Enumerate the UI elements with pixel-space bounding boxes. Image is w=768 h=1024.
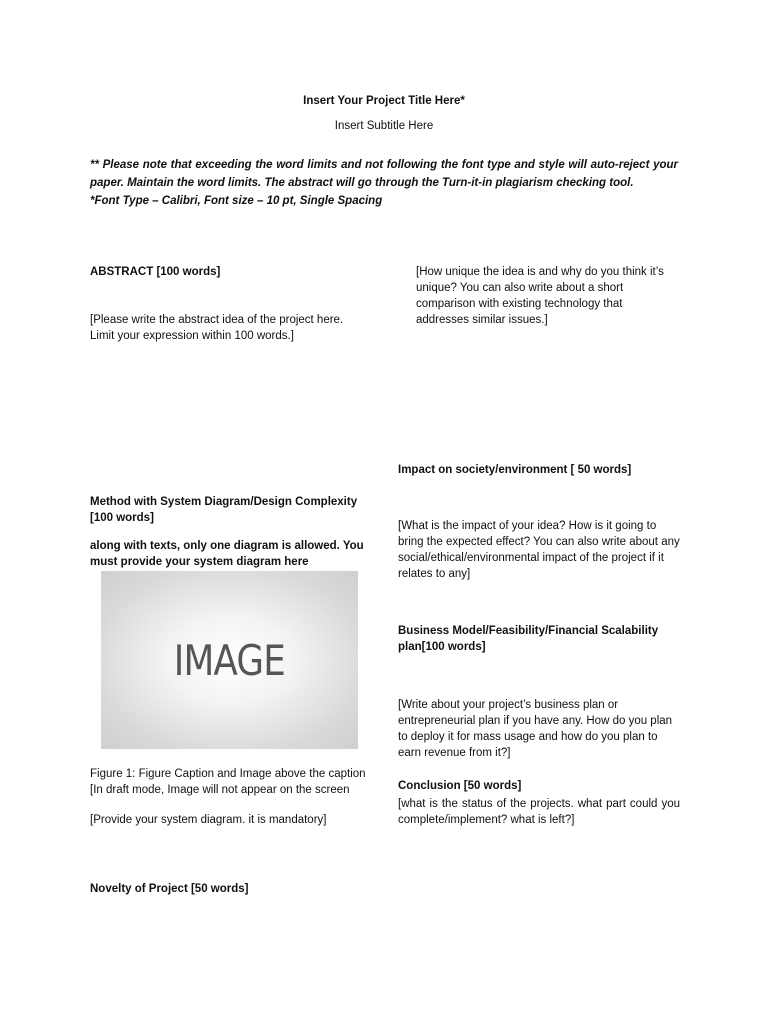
abstract-heading: ABSTRACT [100 words] [90, 266, 221, 278]
method-subheading: along with texts, only one diagram is allowed. You must provide your system diagram here [90, 540, 364, 568]
impact-body: [What is the impact of your idea? How is it going to bring the expected effect? You can also write about any social/ethical/environmental impact of the project if it relates to any] [398, 520, 680, 580]
conclusion-body: [what is the status of the projects. what part could you complete/implement? what is left?] [398, 798, 680, 826]
image-placeholder [101, 571, 358, 749]
business-heading: Business Model/Feasibility/Financial Scalability plan[100 words] [398, 625, 659, 653]
business-body: [Write about your project’s business plan or entrepreneurial plan if you have any. How do you plan to deploy it for mass usage and how do you plan to earn revenue from it?] [398, 699, 673, 759]
novelty-heading: Novelty of Project [50 words] [90, 883, 249, 895]
method-heading: Method with System Diagram/Design Complexity [100 words] [90, 496, 358, 524]
image-placeholder-label: IMAGE [173, 635, 286, 685]
notice-font: *Font Type – Calibri, Font size – 10 pt, Single Spacing [90, 195, 383, 207]
conclusion-heading: Conclusion [50 words] [398, 780, 522, 792]
abstract-body: [Please write the abstract idea of the project here. Limit your expression within 100 words.] [90, 314, 344, 342]
figure-caption: Figure 1: Figure Caption and Image above the caption [In draft mode, Image will not appear on the screen [90, 768, 366, 796]
novelty-body: [How unique the idea is and why do you think it’s unique? You can also write about a short comparison with existing technology that addresses similar issues.] [416, 266, 664, 326]
notice-word-limit: ** Please note that exceeding the word limits and not following the font type and style will auto-reject your paper. Maintain the word limits. The abstract will go through the Turn-it-in plagiarism checking tool. [90, 159, 678, 189]
page-subtitle: Insert Subtitle Here [334, 120, 434, 132]
notice-block [90, 156, 678, 210]
page-title: Insert Your Project Title Here* [303, 95, 465, 107]
diagram-note: [Provide your system diagram. it is mandatory] [90, 814, 327, 826]
impact-heading: Impact on society/environment [ 50 words] [398, 464, 632, 476]
